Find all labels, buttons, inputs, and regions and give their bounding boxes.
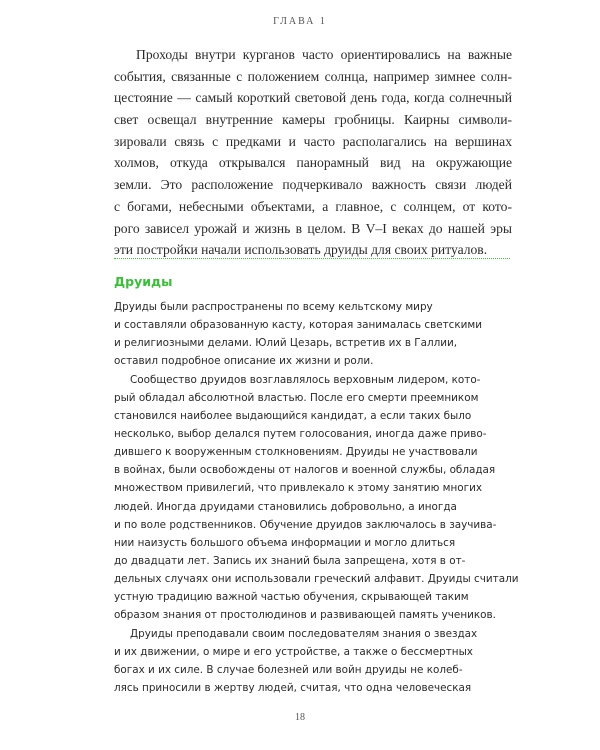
sidebar-line: богах и их силе. В случае болезней или войн друиды не колеб- xyxy=(114,663,463,676)
sidebar-line: рый обладал абсолютной властью. После его смерти преемником xyxy=(114,391,479,404)
main-text-line: цестояние — самый короткий световой день года, когда солнечный xyxy=(114,90,512,106)
main-text-line: земли. Это расположение подчеркивало важность связи людей xyxy=(114,177,512,193)
sidebar-line: и их движении, о мире и его устройстве, а также о бессмертных xyxy=(114,645,473,658)
sidebar-line: и религиозными делами. Юлий Цезарь, встретив их в Галлии, xyxy=(114,337,458,350)
sidebar-line: дельных случаях они использовали греческий алфавит. Друиды считали xyxy=(114,573,519,586)
main-text-line: свет освещал внутренние камеры гробницы. Каирны символи- xyxy=(114,112,512,128)
main-text xyxy=(114,44,512,261)
main-text-line: эти постройки начали использовать друиды для своих ритуалов. xyxy=(114,242,488,258)
sidebar-line: образом знания от простолюдинов и развивающей память учеников. xyxy=(114,609,496,622)
sidebar-box xyxy=(114,272,519,697)
sidebar-line: устную традицию важной частью обучения, скрывающей таким xyxy=(114,591,469,604)
sidebar-line: и составляли образованную касту, которая занималась светскими xyxy=(114,319,482,332)
sidebar-line: нии наизусть большого объема информации и могло длиться xyxy=(114,536,456,549)
sidebar-line: людей. Иногда друидами становились добровольно, а иногда xyxy=(114,500,457,513)
section-divider xyxy=(114,258,510,259)
sidebar-line: несколько, выбор делался путем голосования, иногда даже приво- xyxy=(114,427,487,440)
main-text-line: с богами, небесными объектами, а главное, с солнцем, от кото- xyxy=(114,198,512,214)
sidebar-line: Друиды преподавали своим последователям знания о звездах xyxy=(130,627,478,640)
page-number: 18 xyxy=(295,712,305,723)
sidebar-line: Сообщество друидов возглавлялось верховным лидером, кото- xyxy=(130,373,481,386)
running-head: ГЛАВА 1 xyxy=(273,16,327,27)
main-text-line: рого зависел урожай и жизнь в целом. В V–I веках до нашей эры xyxy=(114,220,512,236)
sidebar-line: Друиды были распространены по всему кельтскому миру xyxy=(114,301,433,313)
sidebar-line: лясь приносили в жертву людей, считая, что одна человеческая xyxy=(114,681,472,694)
sidebar-line: дившего к вооруженным столкновениям. Друиды не участвовали xyxy=(114,446,478,459)
main-text-line: Проходы внутри курганов часто ориентировались на важные xyxy=(136,47,512,62)
sidebar-title: Друиды xyxy=(114,274,173,289)
sidebar-line: до двадцати лет. Запись их знаний была запрещена, хотя в от- xyxy=(114,554,466,567)
sidebar-body xyxy=(114,298,519,697)
sidebar-line: множеством привилегий, что привлекало к этому занятию многих xyxy=(114,482,482,495)
sidebar-line: и по воле родственников. Обучение друидов заключалось в заучива- xyxy=(114,518,497,531)
main-text-line: зировали связь с предками и часто располагались на вершинах xyxy=(114,133,512,149)
main-text-line: холмов, откуда открывался панорамный вид на окружающие xyxy=(114,155,512,171)
sidebar-line: в войнах, были освобождены от налогов и военной службы, обладая xyxy=(114,464,496,477)
sidebar-line: становился наиболее выдающийся кандидат, а если таких было xyxy=(114,409,472,422)
main-text-line: события, связанные с положением солнца, например зимнее солн- xyxy=(114,68,512,84)
sidebar-line: оставил подробное описание их жизни и роли. xyxy=(114,355,374,368)
